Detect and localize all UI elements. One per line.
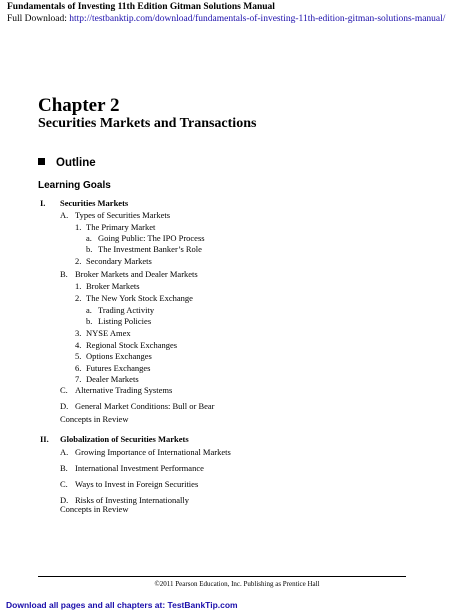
outline-item: b. (86, 316, 93, 326)
outline-item: Going Public: The IPO Process (98, 233, 205, 243)
outline-item: Secondary Markets (86, 256, 152, 266)
chapter-subtitle: Securities Markets and Transactions (38, 116, 257, 131)
download-all-link[interactable]: Download all pages and all chapters at: TestBankTip.com (6, 600, 238, 610)
outline-item: Globalization of Securities Markets (60, 434, 189, 444)
outline-item: A. (60, 210, 69, 220)
outline-item: D. (60, 495, 69, 505)
outline-item: Listing Policies (98, 316, 152, 326)
outline-item: 1. (75, 281, 82, 291)
outline-item: Regional Stock Exchanges (86, 340, 178, 350)
outline-item: The New York Stock Exchange (86, 293, 193, 303)
full-download-line (7, 14, 445, 24)
outline-item: a. (86, 233, 92, 243)
outline-item: 4. (75, 340, 82, 350)
outline-item: Risks of Investing Internationally (75, 495, 190, 505)
outline-item: 2. (75, 256, 82, 266)
outline-item: International Investment Performance (75, 463, 204, 473)
outline-item: The Investment Banker’s Role (98, 244, 202, 254)
outline-item: Concepts in Review (60, 504, 129, 514)
outline-item: b. (86, 244, 93, 254)
outline-item: 7. (75, 374, 82, 384)
outline-item: Trading Activity (98, 305, 155, 315)
outline-item: NYSE Amex (86, 328, 131, 338)
square-bullet-icon (38, 158, 45, 165)
outline-item: Growing Importance of International Markets (75, 447, 231, 457)
outline-item: 6. (75, 363, 82, 373)
outline-item: C. (60, 479, 68, 489)
outline-item: A. (60, 447, 69, 457)
chapter-title: Chapter 2 (38, 95, 120, 116)
outline-item: Futures Exchanges (86, 363, 151, 373)
outline-item: I. (40, 198, 46, 208)
outline-item: Securities Markets (60, 198, 129, 208)
outline-item: 2. (75, 293, 82, 303)
outline-item: 5. (75, 351, 82, 361)
outline-heading (38, 157, 96, 169)
outline-item: Options Exchanges (86, 351, 152, 361)
outline-item: a. (86, 305, 92, 315)
outline-item: Broker Markets and Dealer Markets (75, 269, 198, 279)
outline-item: II. (40, 434, 49, 444)
footer-copyright: ©2011 Pearson Education, Inc. Publishing as Prentice Hall (154, 580, 320, 588)
outline-item: Ways to Invest in Foreign Securities (75, 479, 199, 489)
outline-item: Concepts in Review (60, 414, 129, 424)
outline-item: D. (60, 401, 69, 411)
outline-item: B. (60, 269, 68, 279)
header-title: Fundamentals of Investing 11th Edition Gitman Solutions Manual (7, 2, 275, 12)
full-download-label: Full Download: (7, 14, 70, 24)
outline-item: 1. (75, 222, 82, 232)
outline-item: General Market Conditions: Bull or Bear (75, 401, 215, 411)
outline-item: B. (60, 463, 68, 473)
outline-item: Broker Markets (86, 281, 140, 291)
outline-item: C. (60, 385, 68, 395)
full-download-link[interactable]: http://testbanktip.com/download/fundamentals-of-investing-11th-edition-gitman-solutions-manual/ (69, 14, 446, 24)
learning-goals-heading: Learning Goals (38, 180, 111, 191)
outline-item: Types of Securities Markets (75, 210, 171, 220)
outline-heading-label: Outline (56, 157, 96, 169)
outline-item: Dealer Markets (86, 374, 139, 384)
outline-item: Alternative Trading Systems (75, 385, 173, 395)
outline-item: The Primary Market (86, 222, 156, 232)
outline-item: 3. (75, 328, 82, 338)
footer-divider (38, 576, 406, 577)
